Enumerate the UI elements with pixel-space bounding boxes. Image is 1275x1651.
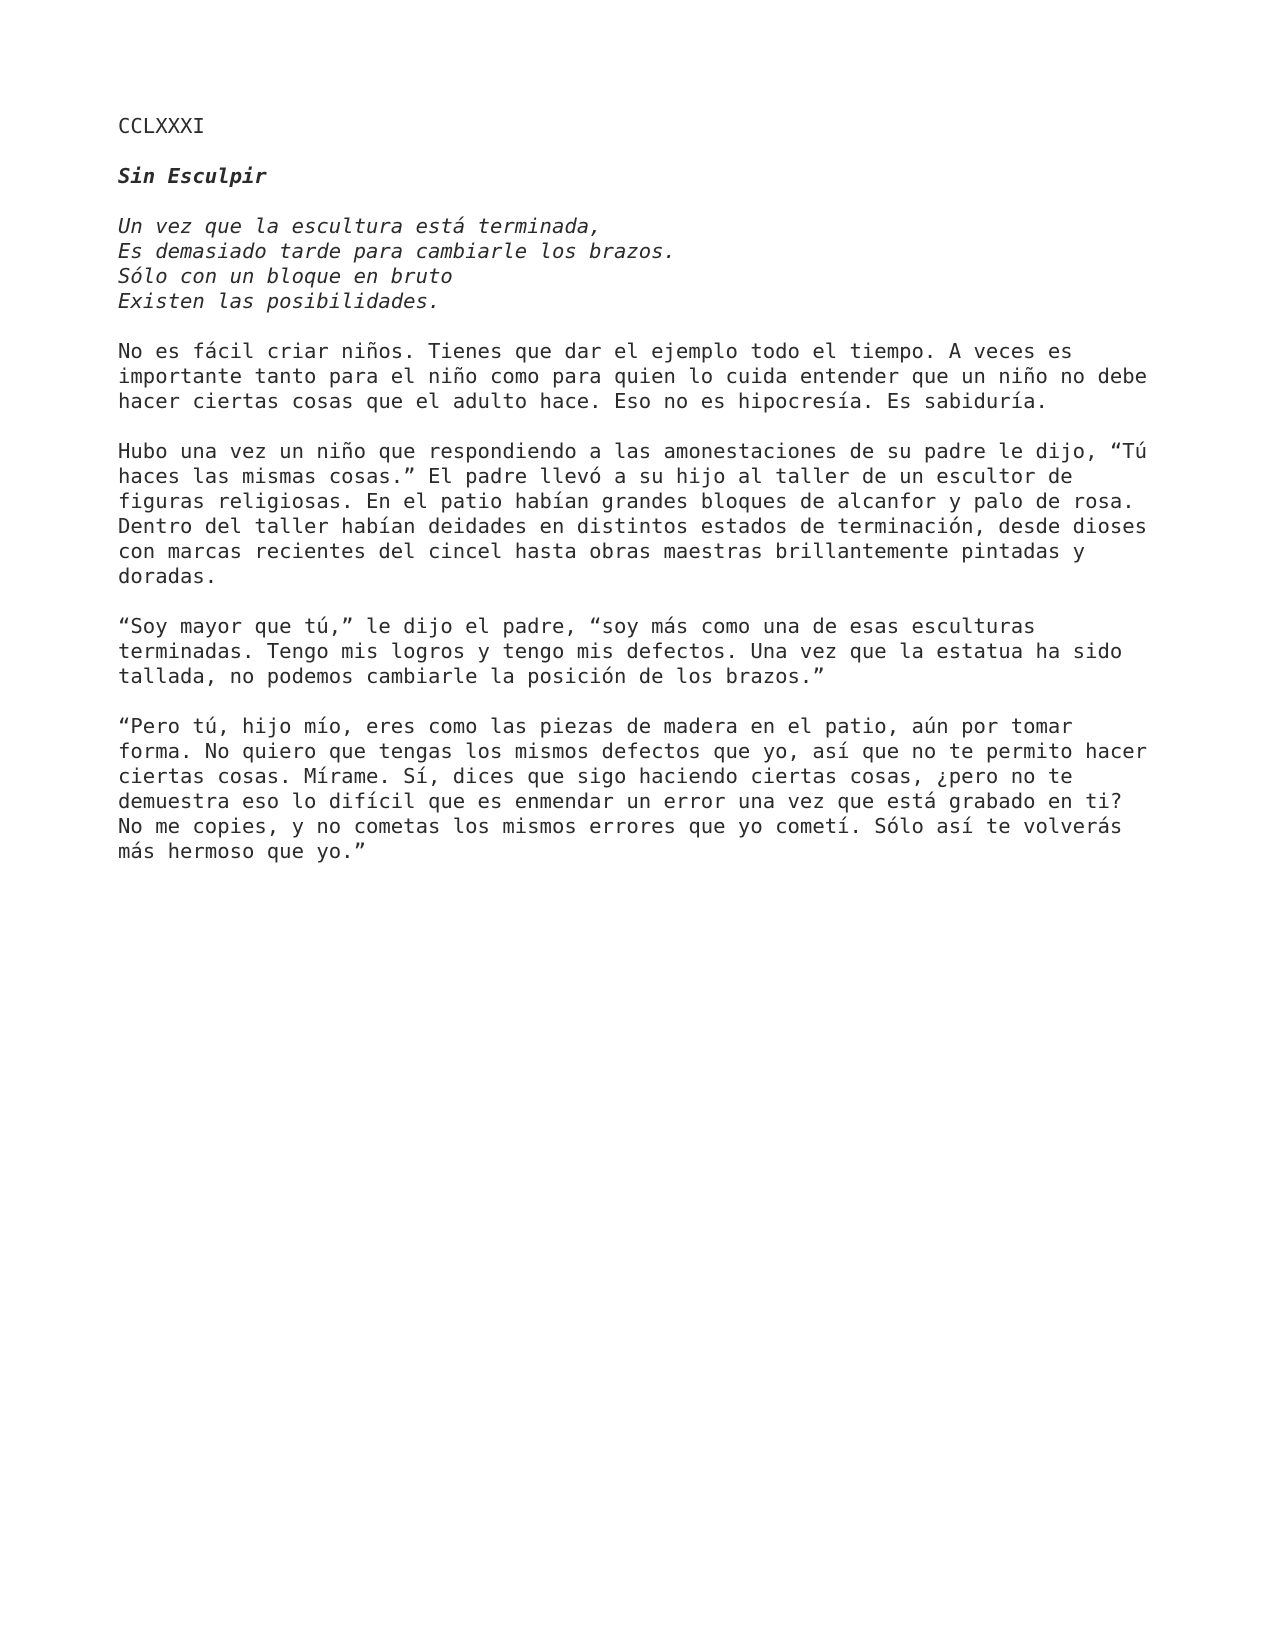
paragraph-4: [118, 714, 1178, 864]
paragraph-line: “Soy mayor que tú,” le dijo el padre, “soy más como una de esas esculturas: [118, 614, 1036, 638]
chapter-number: CCLXXXI: [118, 114, 205, 138]
paragraph-line: demuestra eso lo difícil que es enmendar un error una vez que está grabado en ti?: [118, 789, 1123, 813]
verse: [118, 214, 1178, 314]
verse-line: Sólo con un bloque en bruto: [118, 264, 453, 288]
document-page: [118, 114, 1178, 864]
verse-line: Es demasiado tarde para cambiarle los brazos.: [118, 239, 676, 263]
paragraph-line: Hubo una vez un niño que respondiendo a las amonestaciones de su padre le dijo, “Tú: [118, 439, 1148, 463]
paragraph-line: Dentro del taller habían deidades en distintos estados de terminación, desde dioses: [118, 514, 1148, 538]
paragraph-line: terminadas. Tengo mis logros y tengo mis defectos. Una vez que la estatua ha sido: [118, 639, 1123, 663]
paragraph-line: ciertas cosas. Mírame. Sí, dices que sigo haciendo ciertas cosas, ¿pero no te: [118, 764, 1073, 788]
paragraph-line: forma. No quiero que tengas los mismos defectos que yo, así que no te permito hacer: [118, 739, 1148, 763]
verse-line: Existen las posibilidades.: [118, 289, 441, 313]
spacer: [118, 689, 1178, 714]
paragraph-line: haces las mismas cosas.” El padre llevó a su hijo al taller de un escultor de: [118, 464, 1073, 488]
spacer: [118, 139, 1178, 164]
paragraph-line: No es fácil criar niños. Tienes que dar el ejemplo todo el tiempo. A veces es: [118, 339, 1073, 363]
spacer: [118, 314, 1178, 339]
paragraph-line: figuras religiosas. En el patio habían grandes bloques de alcanfor y palo de rosa.: [118, 489, 1135, 513]
paragraph-line: “Pero tú, hijo mío, eres como las piezas de madera en el patio, aún por tomar: [118, 714, 1073, 738]
paragraph-1: [118, 339, 1178, 414]
spacer: [118, 189, 1178, 214]
spacer: [118, 589, 1178, 614]
paragraph-line: importante tanto para el niño como para quien lo cuida entender que un niño no debe: [118, 364, 1148, 388]
paragraph-line: con marcas recientes del cincel hasta obras maestras brillantemente pintadas y: [118, 539, 1086, 563]
paragraph-line: más hermoso que yo.”: [118, 839, 366, 863]
paragraph-line: hacer ciertas cosas que el adulto hace. Eso no es hipocresía. Es sabiduría.: [118, 389, 1048, 413]
paragraph-3: [118, 614, 1178, 689]
paragraph-line: tallada, no podemos cambiarle la posición de los brazos.”: [118, 664, 825, 688]
paragraph-line: doradas.: [118, 564, 218, 588]
paragraph-2: [118, 439, 1178, 589]
spacer: [118, 414, 1178, 439]
paragraph-line: No me copies, y no cometas los mismos errores que yo cometí. Sólo así te volverás: [118, 814, 1123, 838]
verse-line: Un vez que la escultura está terminada,: [118, 214, 602, 238]
chapter-title: Sin Esculpir: [118, 164, 267, 188]
